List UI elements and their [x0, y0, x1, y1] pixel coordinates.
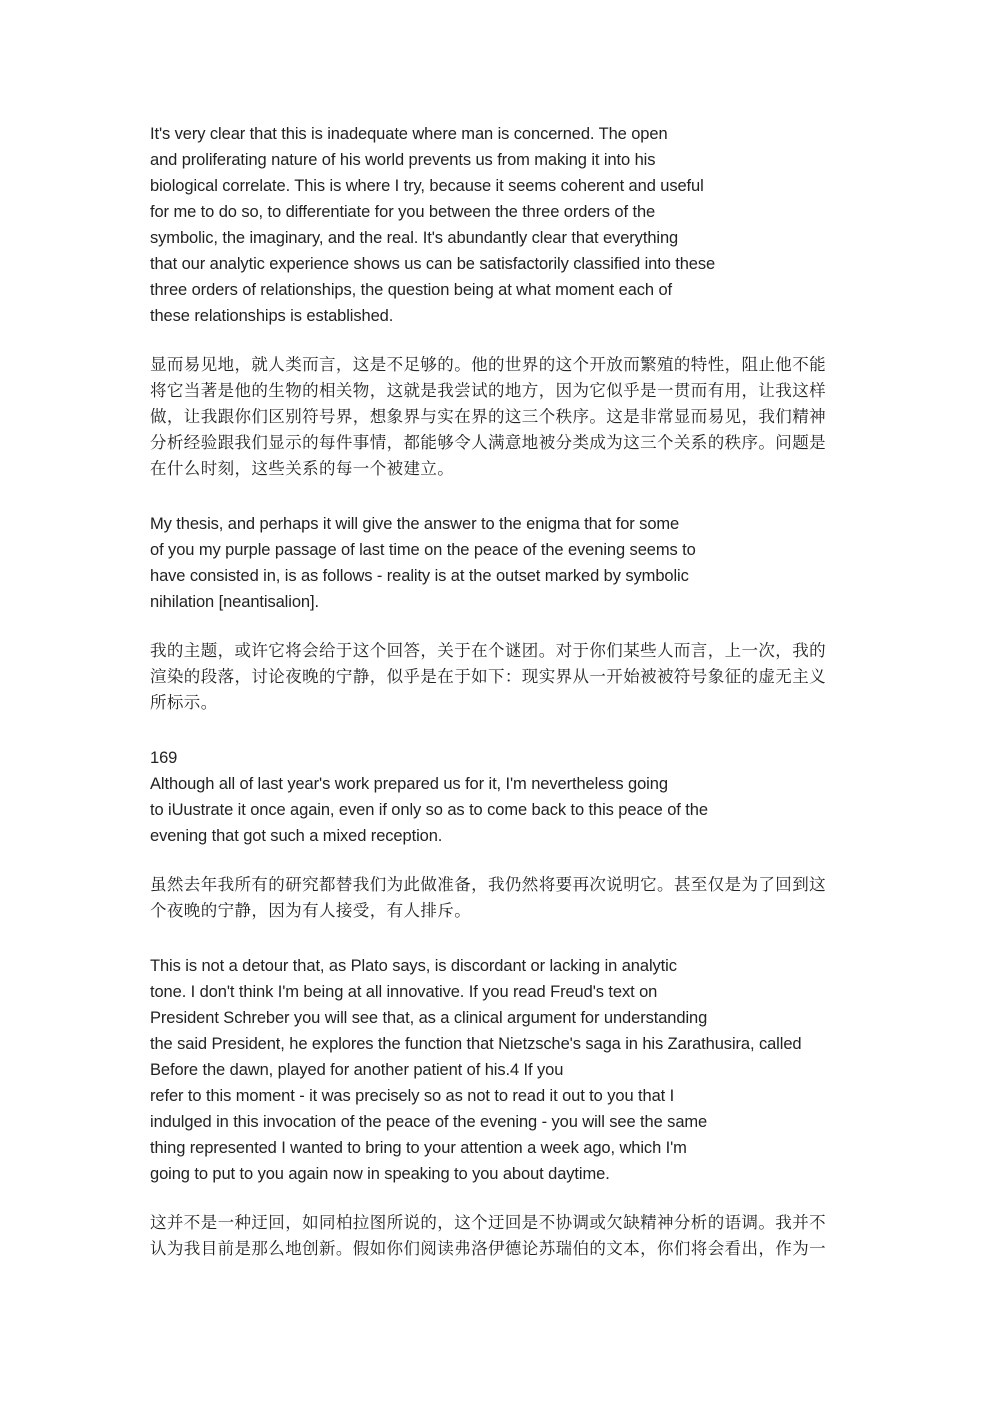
paragraph-zh-4 — [150, 1210, 850, 1262]
text-line: 这并不是一种迂回，如同柏拉图所说的，这个迂回是不协调或欠缺精神分析的语调。我并不 — [150, 1213, 826, 1232]
text-line: indulged in this invocation of the peace of the evening - you will see the same — [150, 1113, 708, 1131]
text-line: of you my purple passage of last time on the peace of the evening seems to — [150, 541, 696, 559]
paragraph-en-3 — [150, 745, 850, 849]
text-line: Before the dawn, played for another patient of his.4 If you — [150, 1061, 564, 1079]
text-line: symbolic, the imaginary, and the real. It's abundantly clear that everything — [150, 229, 679, 247]
text-line: that our analytic experience shows us can be satisfactorily classified into these — [150, 255, 716, 273]
text-line: 将它当著是他的生物的相关物，这就是我尝试的地方，因为它似乎是一贯而有用，让我这样 — [150, 381, 826, 400]
text-line: 在什么时刻，这些关系的每一个被建立。 — [150, 459, 455, 478]
paragraph-zh-1 — [150, 352, 850, 482]
paragraph-en-2 — [150, 511, 850, 615]
text-line: going to put to you again now in speaking to you about daytime. — [150, 1165, 610, 1183]
text-line: 我的主题，或许它将会给于这个回答，关于在个谜团。对于你们某些人而言，上一次，我的 — [150, 641, 826, 660]
text-line: refer to this moment - it was precisely so as not to read it out to you that I — [150, 1087, 675, 1105]
text-line: three orders of relationships, the question being at what moment each of — [150, 281, 673, 299]
text-line: and proliferating nature of his world prevents us from making it into his — [150, 151, 656, 169]
text-line: 显而易见地，就人类而言，这是不足够的。他的世界的这个开放而繁殖的特性，阻止他不能 — [150, 355, 826, 374]
text-line: 个夜晚的宁静，因为有人接受，有人排斥。 — [150, 901, 472, 920]
text-line: 所标示。 — [150, 693, 218, 712]
text-line: biological correlate. This is where I try, because it seems coherent and useful — [150, 177, 704, 195]
text-line: for me to do so, to differentiate for you between the three orders of the — [150, 203, 656, 221]
text-line: tone. I don't think I'm being at all innovative. If you read Freud's text on — [150, 983, 658, 1001]
paragraph-en-1 — [150, 121, 850, 329]
text-line: the said President, he explores the function that Nietzsche's saga in his Zarathusira, called — [150, 1035, 802, 1053]
text-line: My thesis, and perhaps it will give the answer to the enigma that for some — [150, 515, 680, 533]
text-line: 做，让我跟你们区别符号界，想象界与实在界的这三个秩序。这是非常显而易见，我们精神 — [150, 407, 826, 426]
text-line: nihilation [neantisalion]. — [150, 593, 319, 611]
paragraph-en-4 — [150, 953, 850, 1187]
text-line: evening that got such a mixed reception. — [150, 827, 443, 845]
text-line: 分析经验跟我们显示的每件事情，都能够令人满意地被分类成为这三个关系的秩序。问题是 — [150, 433, 826, 452]
text-line: have consisted in, is as follows - reality is at the outset marked by symbolic — [150, 567, 689, 585]
paragraph-zh-3 — [150, 872, 850, 924]
text-line: to iUustrate it once again, even if only so as to come back to this peace of the — [150, 801, 708, 819]
page-number: 169 — [150, 749, 178, 767]
text-line: 认为我目前是那么地创新。假如你们阅读弗洛伊德论苏瑞伯的文本，你们将会看出，作为一 — [150, 1239, 826, 1258]
text-line: This is not a detour that, as Plato says, is discordant or lacking in analytic — [150, 957, 677, 975]
paragraph-zh-2 — [150, 638, 850, 716]
text-line: these relationships is established. — [150, 307, 394, 325]
text-line: 渲染的段落，讨论夜晚的宁静，似乎是在于如下：现实界从一开始被被符号象征的虚无主义 — [150, 667, 826, 686]
text-line: President Schreber you will see that, as a clinical argument for understanding — [150, 1009, 708, 1027]
text-line: 虽然去年我所有的研究都替我们为此做准备，我仍然将要再次说明它。甚至仅是为了回到这 — [150, 875, 826, 894]
text-line: thing represented I wanted to bring to your attention a week ago, which I'm — [150, 1139, 687, 1157]
text-line: It's very clear that this is inadequate where man is concerned. The open — [150, 125, 668, 143]
text-line: Although all of last year's work prepared us for it, I'm nevertheless going — [150, 775, 668, 793]
